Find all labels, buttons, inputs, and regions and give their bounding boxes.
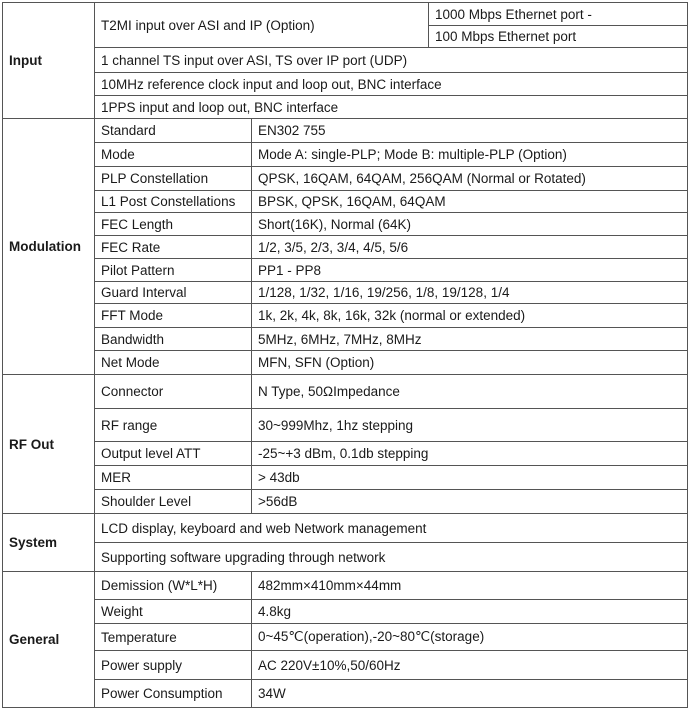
spec-value: AC 220V±10%,50/60Hz <box>252 651 688 680</box>
spec-value: BPSK, QPSK, 16QAM, 64QAM <box>252 191 688 213</box>
spec-value: 482mm×410mm×44mm <box>252 572 688 600</box>
spec-key: Net Mode <box>95 351 252 375</box>
table-row <box>3 96 688 119</box>
spec-key: Mode <box>95 143 252 167</box>
table-row <box>3 236 688 259</box>
table-row <box>3 543 688 572</box>
spec-key: Power supply <box>95 651 252 680</box>
spec-key: Pilot Pattern <box>95 259 252 282</box>
spec-value: PP1 - PP8 <box>252 259 688 282</box>
table-row <box>3 490 688 514</box>
input-row-text: 1 channel TS input over ASI, TS over IP port (UDP) <box>95 48 688 73</box>
table-row <box>3 259 688 282</box>
table-row <box>3 514 688 543</box>
spec-key: FFT Mode <box>95 304 252 328</box>
spec-value: EN302 755 <box>252 119 688 143</box>
table-row <box>3 651 688 680</box>
spec-table <box>2 2 688 708</box>
table-row <box>3 167 688 191</box>
ethernet-port-line-1: 1000 Mbps Ethernet port - <box>429 3 688 26</box>
table-row <box>3 213 688 236</box>
table-row <box>3 328 688 351</box>
spec-key: L1 Post Constellations <box>95 191 252 213</box>
spec-value: Mode A: single-PLP; Mode B: multiple-PLP (Option) <box>252 143 688 167</box>
spec-key: FEC Length <box>95 213 252 236</box>
spec-key: Power Consumption <box>95 680 252 708</box>
table-row <box>3 624 688 651</box>
table-row <box>3 143 688 167</box>
spec-key: Weight <box>95 600 252 624</box>
spec-key: Demission (W*L*H) <box>95 572 252 600</box>
table-row <box>3 466 688 490</box>
spec-value: MFN, SFN (Option) <box>252 351 688 375</box>
spec-value: 0~45℃(operation),-20~80℃(storage) <box>252 624 688 651</box>
t2mi-input-label: T2MI input over ASI and IP (Option) <box>95 3 429 48</box>
table-row <box>3 3 688 26</box>
spec-value: Short(16K), Normal (64K) <box>252 213 688 236</box>
spec-value: 4.8kg <box>252 600 688 624</box>
system-row-text: Supporting software upgrading through network <box>95 543 688 572</box>
spec-key: Standard <box>95 119 252 143</box>
table-row <box>3 191 688 213</box>
table-row <box>3 304 688 328</box>
section-label-general: General <box>3 572 95 708</box>
table-row <box>3 282 688 304</box>
table-row <box>3 48 688 73</box>
ethernet-port-line-2: 100 Mbps Ethernet port <box>429 26 688 48</box>
table-row <box>3 351 688 375</box>
spec-value: > 43db <box>252 466 688 490</box>
spec-value: 1k, 2k, 4k, 8k, 16k, 32k (normal or extended) <box>252 304 688 328</box>
table-row <box>3 409 688 442</box>
input-row-text: 10MHz reference clock input and loop out, BNC interface <box>95 73 688 96</box>
spec-key: Shoulder Level <box>95 490 252 514</box>
spec-value: 34W <box>252 680 688 708</box>
spec-key: Output level ATT <box>95 442 252 466</box>
spec-key: FEC Rate <box>95 236 252 259</box>
spec-value: -25~+3 dBm, 0.1db stepping <box>252 442 688 466</box>
spec-value: N Type, 50ΩImpedance <box>252 375 688 409</box>
spec-value: 5MHz, 6MHz, 7MHz, 8MHz <box>252 328 688 351</box>
spec-key: Bandwidth <box>95 328 252 351</box>
spec-key: MER <box>95 466 252 490</box>
spec-key: PLP Constellation <box>95 167 252 191</box>
table-row <box>3 572 688 600</box>
spec-key: Guard Interval <box>95 282 252 304</box>
section-label-modulation: Modulation <box>3 119 95 375</box>
table-row <box>3 680 688 708</box>
spec-value: QPSK, 16QAM, 64QAM, 256QAM (Normal or Rotated) <box>252 167 688 191</box>
system-row-text: LCD display, keyboard and web Network management <box>95 514 688 543</box>
spec-value: 1/128, 1/32, 1/16, 19/256, 1/8, 19/128, 1/4 <box>252 282 688 304</box>
spec-value: 30~999Mhz, 1hz stepping <box>252 409 688 442</box>
table-row <box>3 600 688 624</box>
spec-key: Temperature <box>95 624 252 651</box>
section-label-rf-out: RF Out <box>3 375 95 514</box>
section-label-system: System <box>3 514 95 572</box>
section-label-input: Input <box>3 3 95 119</box>
spec-key: RF range <box>95 409 252 442</box>
table-row <box>3 375 688 409</box>
table-row <box>3 119 688 143</box>
spec-value: >56dB <box>252 490 688 514</box>
input-row-text: 1PPS input and loop out, BNC interface <box>95 96 688 119</box>
spec-value: 1/2, 3/5, 2/3, 3/4, 4/5, 5/6 <box>252 236 688 259</box>
table-row <box>3 442 688 466</box>
spec-key: Connector <box>95 375 252 409</box>
table-row <box>3 73 688 96</box>
